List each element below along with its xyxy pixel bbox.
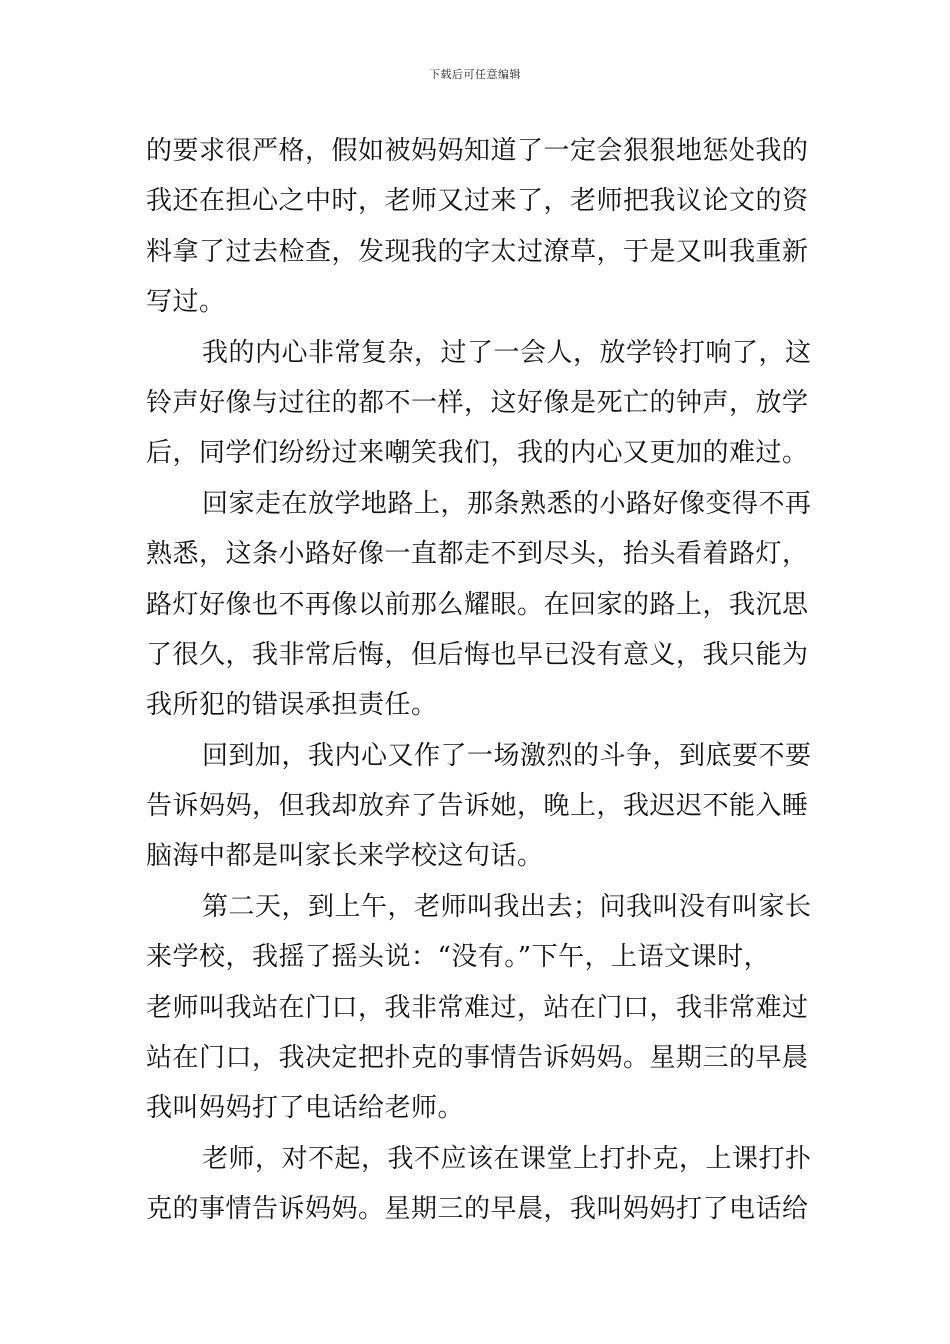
text-line: 后，同学们纷纷过来嘲笑我们，我的内心又更加的难过。 bbox=[146, 438, 809, 469]
text-line: 料拿了过去检查，发现我的字太过潦草，于是又叫我重新 bbox=[146, 236, 809, 267]
text-line: 写过。 bbox=[146, 287, 226, 318]
text-line: 脑海中都是叫家长来学校这句话。 bbox=[146, 841, 544, 872]
text-line: 路灯好像也不再像以前那么耀眼。在回家的路上，我沉思 bbox=[146, 589, 809, 620]
text-line: 第二天，到上午，老师叫我出去；问我叫没有叫家长 bbox=[202, 891, 812, 922]
document-body bbox=[146, 126, 816, 1235]
page-header-note: 下载后可任意编辑 bbox=[429, 68, 521, 81]
text-line: 我的内心非常复杂，过了一会人，放学铃打响了，这 bbox=[202, 337, 812, 368]
text-line: 了很久，我非常后悔，但后悔也早已没有意义，我只能为 bbox=[146, 639, 809, 670]
text-line: 老师叫我站在门口，我非常难过，站在门口，我非常难过 bbox=[146, 992, 809, 1023]
text-line: 告诉妈妈，但我却放弃了告诉她，晚上，我迟迟不能入睡 bbox=[146, 791, 809, 822]
text-line: 老师，对不起，我不应该在课堂上打扑克，上课打扑 bbox=[202, 1143, 812, 1174]
text-line: 站在门口，我决定把扑克的事情告诉妈妈。星期三的早晨 bbox=[146, 1043, 809, 1074]
text-line: 我叫妈妈打了电话给老师。 bbox=[146, 1093, 465, 1124]
text-line: 的要求很严格，假如被妈妈知道了一定会狠狠地惩处我的 bbox=[146, 136, 809, 166]
text-line: 克的事情告诉妈妈。星期三的早晨，我叫妈妈打了电话给 bbox=[146, 1194, 809, 1225]
text-line: 铃声好像与过往的都不一样，这好像是死亡的钟声，放学 bbox=[146, 387, 809, 418]
text-line: 我所犯的错误承担责任。 bbox=[146, 690, 438, 721]
text-line: 我还在担心之中时，老师又过来了，老师把我议论文的资 bbox=[146, 186, 809, 217]
text-line: 回家走在放学地路上，那条熟悉的小路好像变得不再 bbox=[202, 488, 812, 519]
text-line: 来学校，我摇了摇头说：“没有。”下午，上语文课时， bbox=[146, 942, 771, 973]
text-line: 熟悉，这条小路好像一直都走不到尽头，抬头看着路灯， bbox=[146, 539, 809, 570]
text-line: 回到加，我内心又作了一场激烈的斗争，到底要不要 bbox=[202, 740, 812, 771]
